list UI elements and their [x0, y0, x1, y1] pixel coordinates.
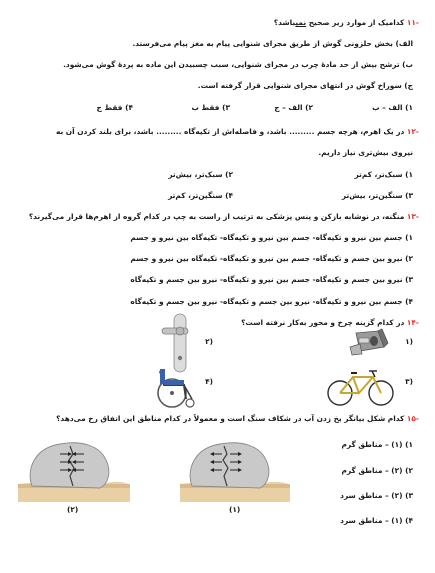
q11-option-2[interactable]: ۲) الف – ج	[274, 103, 313, 112]
q12-option-3[interactable]: ۳) سنگین‌تر، بیش‌تر	[341, 191, 413, 200]
q11-statement-c: ج) سوراخ گوش در انتهای مجرای شنوایی قرار گرفته است.	[197, 81, 413, 90]
q12-stem-line1: در یک اهرم، هرچه جسم ......... باشد، و فاصله‌اش از تکیه‌گاه ......... باشد، برای بلند کردن آن به	[55, 127, 405, 136]
q12-option-1[interactable]: ۱) سبک‌تر، کم‌تر	[354, 170, 413, 179]
q12-option-2[interactable]: ۲) سبک‌تر، بیش‌تر	[168, 170, 233, 179]
rock-crack-figure-2	[18, 440, 130, 502]
q15-stem	[56, 414, 419, 424]
rock-figure-label-1: (۱)	[229, 505, 241, 514]
q12-number: -۱۲	[406, 127, 419, 136]
q14-label-3[interactable]: (۳	[405, 377, 413, 386]
q11-option-4[interactable]: ۴) فقط ج	[96, 103, 133, 112]
q14-stem-text: در کدام گزینه چرخ و محور به‌کار نرفته است؟	[241, 318, 405, 327]
q15-stem-text: کدام شکل بیانگر یخ زدن آب در شکاف سنگ است و معمولاً در کدام مناطق این اتفاق رخ می‌دهد؟	[56, 414, 405, 423]
q12-option-4[interactable]: ۴) سنگین‌تر، کم‌تر	[168, 191, 233, 200]
q11-statement-b: ب) ترشح بیش از حد مادهٔ چرب در مجرای شنوایی، سبب چسبیدن این ماده به پردهٔ گوش می‌شود.	[63, 60, 413, 69]
q15-number: -۱۵	[406, 414, 419, 423]
q13-option-2[interactable]: ۲) نیرو بین جسم و تکیه‌گاه- جسم بین نیرو و تکیه‌گاه- تکیه‌گاه بین نیرو و جسم	[130, 254, 413, 263]
q15-option-2[interactable]: ۲) (۲) – مناطق گرم	[341, 466, 413, 475]
bicycle-icon	[325, 365, 397, 407]
q13-number: -۱۳	[406, 212, 419, 221]
q11-stem-pre: کدامیک از موارد زیر صحیح	[306, 18, 405, 27]
q11-stem-negation: نمی	[295, 18, 307, 27]
q11-option-3[interactable]: ۳) فقط ب	[191, 103, 230, 112]
q12-stem	[56, 127, 419, 137]
q11-option-1[interactable]: ۱) الف – ب	[372, 103, 413, 112]
q13-option-4[interactable]: ۴) جسم بین نیرو و تکیه‌گاه- نیرو بین جسم و تکیه‌گاه- نیرو بین جسم و تکیه‌گاه	[130, 297, 413, 306]
sharpener-icon	[348, 327, 394, 357]
q13-option-3[interactable]: ۳) نیرو بین جسم و تکیه‌گاه- جسم بین نیرو و تکیه‌گاه- نیرو بین جسم و تکیه‌گاه	[130, 275, 413, 284]
rock-figure-label-2: (۲)	[67, 505, 79, 514]
q11-number: -۱۱	[406, 18, 419, 27]
rock-crack-figure-1	[180, 440, 290, 502]
q15-option-3[interactable]: ۳) (۲) – مناطق سرد	[340, 491, 413, 500]
q14-label-4[interactable]: (۴	[205, 377, 213, 386]
q15-option-1[interactable]: ۱) (۱) – مناطق گرم	[341, 440, 413, 449]
q11-stem	[274, 18, 419, 28]
q15-option-4[interactable]: ۴) (۱) – مناطق سرد	[340, 516, 413, 525]
wheelchair-icon	[150, 365, 200, 410]
q14-number: -۱۴	[406, 318, 419, 327]
q11-stem-post: باشد؟	[273, 18, 296, 27]
q12-stem-line2: نیروی بیش‌تری نیاز داریم.	[318, 148, 413, 157]
q14-label-1[interactable]: (۱	[405, 337, 413, 346]
q13-stem	[29, 212, 419, 222]
q11-statement-a: الف) بخش حلزونی گوش از طریق مجرای شنوایی پیام به مغز پیام می‌فرستد.	[132, 39, 413, 48]
q13-stem-text: منگنه، در نوشابه بازکن و پنس پزشکی به ترتیب از راست به چپ در کدام گروه از اهرم‌ها قرار می‌گیرند؟	[28, 212, 405, 221]
q14-label-2[interactable]: (۲	[205, 337, 213, 346]
q13-option-1[interactable]: ۱) جسم بین نیرو و تکیه‌گاه- جسم بین نیرو و تکیه‌گاه- تکیه‌گاه بین نیرو و جسم	[130, 233, 413, 242]
